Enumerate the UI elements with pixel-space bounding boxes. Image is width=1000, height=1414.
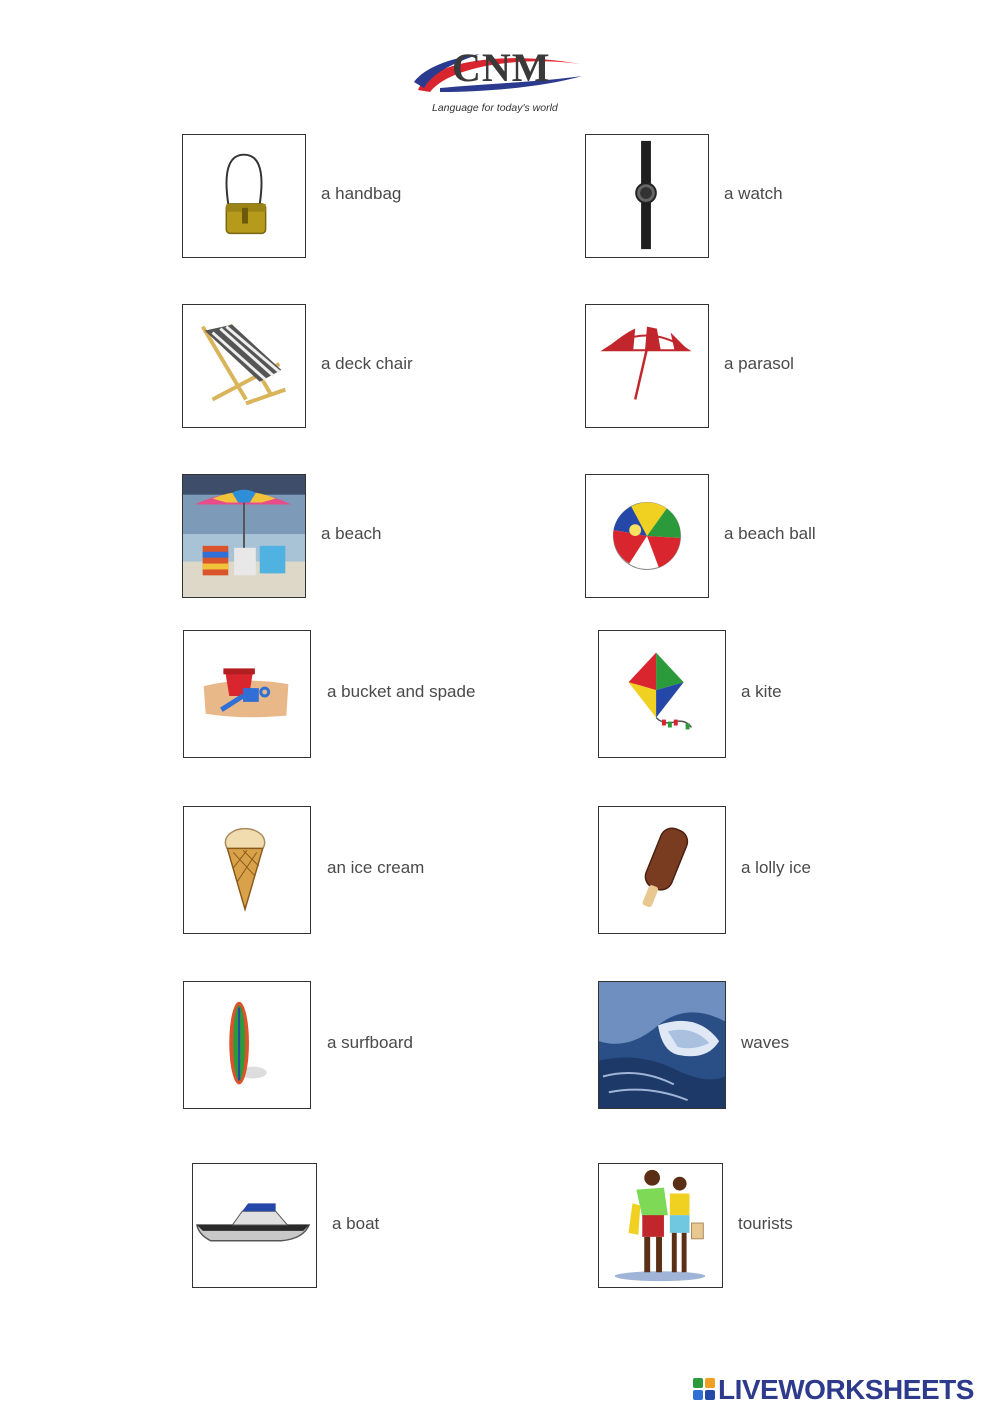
item-label: a deck chair xyxy=(321,354,413,373)
handbag-icon xyxy=(182,134,306,258)
waves-icon xyxy=(598,981,726,1109)
watch-icon xyxy=(585,134,709,258)
tourists-icon xyxy=(598,1163,723,1288)
logo-text: CNM xyxy=(452,45,551,90)
item-label: a beach xyxy=(321,524,382,543)
surfboard-icon xyxy=(183,981,311,1109)
beach-ball-icon xyxy=(585,474,709,598)
item-label: a kite xyxy=(741,682,782,701)
item-label: a lolly ice xyxy=(741,858,811,877)
item-label: a watch xyxy=(724,184,783,203)
boat-icon xyxy=(192,1163,317,1288)
logo-tagline: Language for today's world xyxy=(432,102,558,114)
bucket-spade-icon xyxy=(183,630,311,758)
item-label: a beach ball xyxy=(724,524,816,543)
deck-chair-icon xyxy=(182,304,306,428)
liveworksheets-footer xyxy=(693,1374,993,1404)
parasol-icon xyxy=(585,304,709,428)
ice-cream-icon xyxy=(183,806,311,934)
kite-icon xyxy=(598,630,726,758)
liveworksheets-logo-icon xyxy=(693,1378,715,1400)
item-label: a surfboard xyxy=(327,1033,413,1052)
beach-icon xyxy=(182,474,306,598)
item-label: a bucket and spade xyxy=(327,682,476,701)
item-label: a parasol xyxy=(724,354,794,373)
cnm-logo xyxy=(410,42,590,120)
item-label: a handbag xyxy=(321,184,402,203)
item-label: tourists xyxy=(738,1214,793,1233)
item-label: a boat xyxy=(332,1214,380,1233)
item-label: waves xyxy=(741,1033,790,1052)
lolly-ice-icon xyxy=(598,806,726,934)
item-label: an ice cream xyxy=(327,858,425,877)
liveworksheets-brand: LIVEWORKSHEETS xyxy=(718,1374,974,1405)
